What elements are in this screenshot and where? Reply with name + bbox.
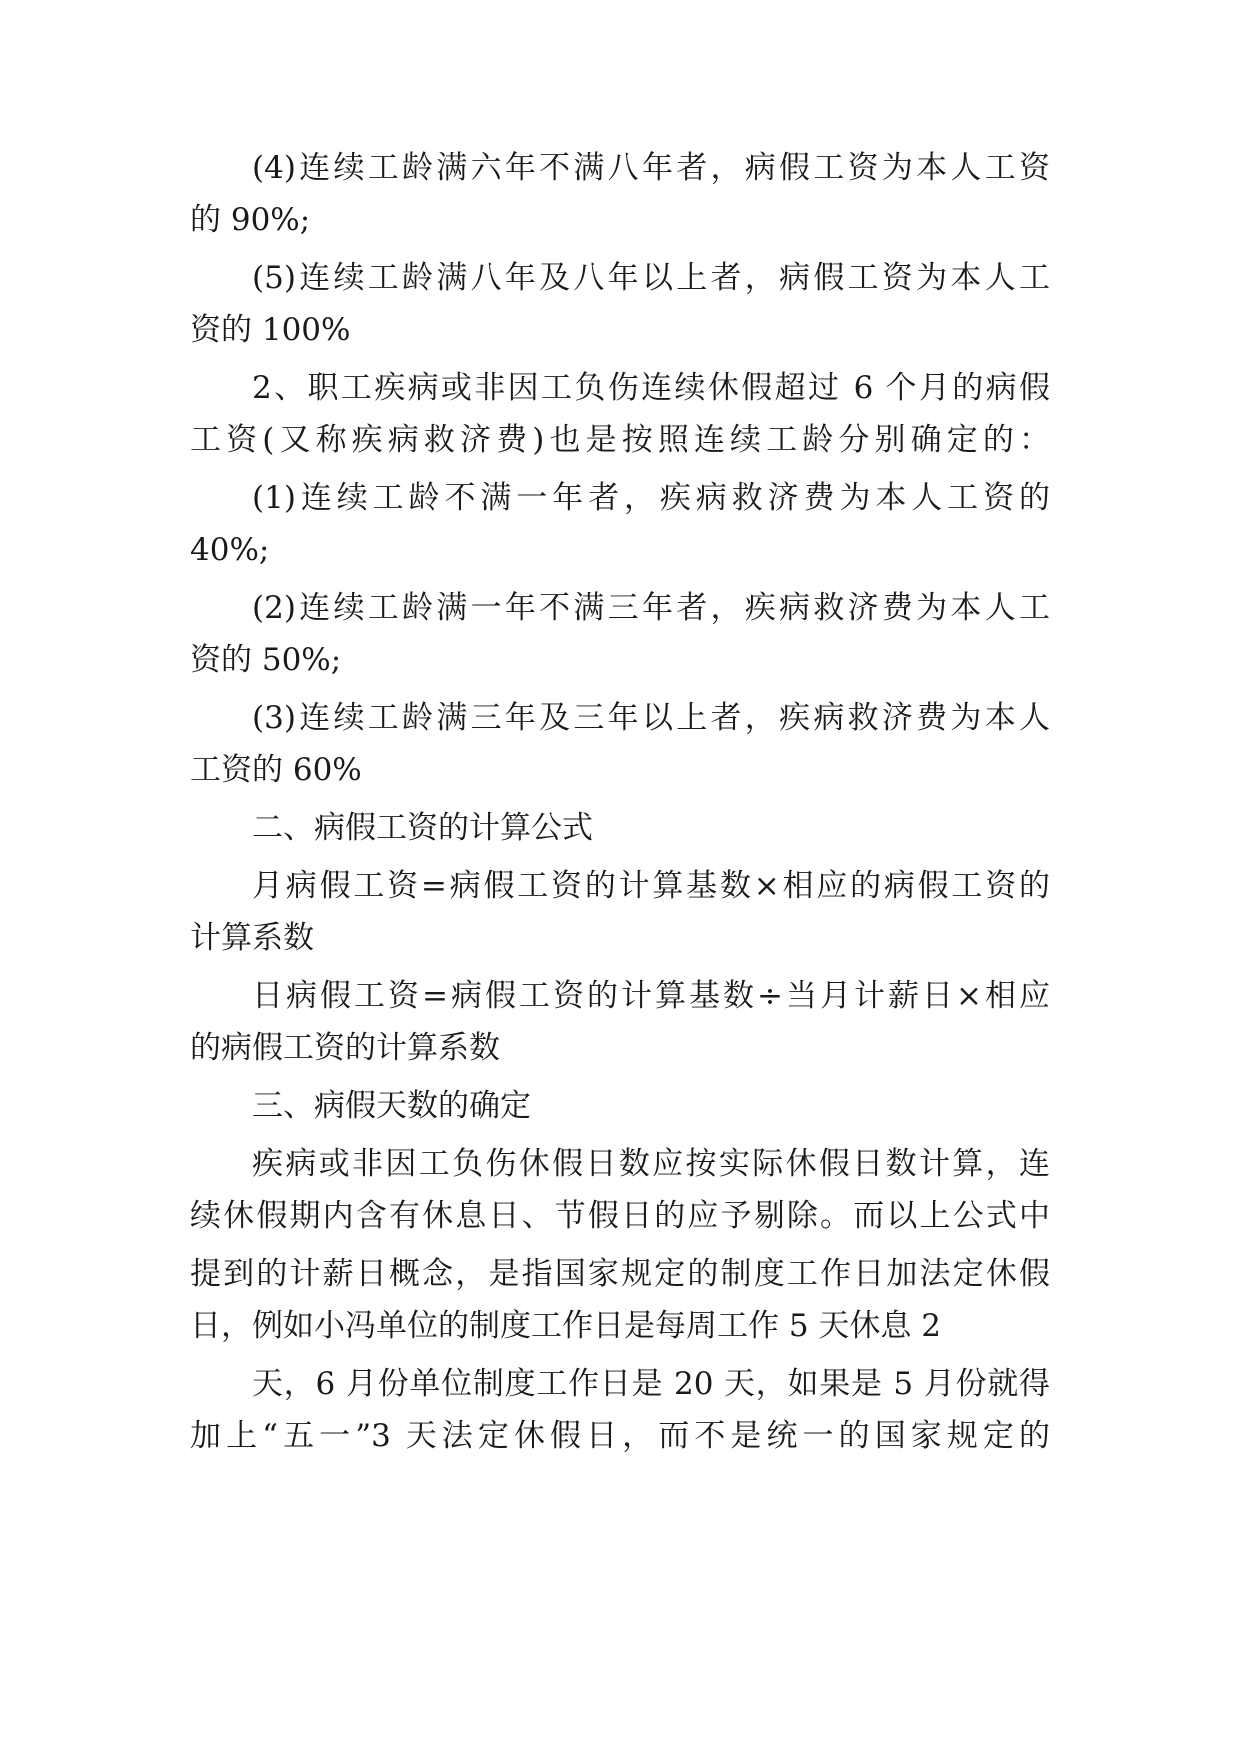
text-line: 加上“五一”3 天法定休假日，而不是统一的国家规定的: [190, 1418, 1050, 1454]
formula-line: 日病假工资=病假工资的计算基数÷当月计薪日×相应: [252, 978, 1050, 1014]
formula-line: 的病假工资的计算系数: [190, 1030, 500, 1066]
text-line: (2)连续工龄满一年不满三年者，疾病救济费为本人工: [252, 590, 1050, 626]
text-line: (1)连续工龄不满一年者，疾病救济费为本人工资的: [252, 480, 1050, 516]
text-line: (4)连续工龄满六年不满八年者，病假工资为本人工资: [252, 150, 1050, 186]
text-line: 资的 50%;: [190, 642, 342, 678]
section-heading: 二、病假工资的计算公式: [252, 810, 593, 846]
text-line: 工资(又称疾病救济费)也是按照连续工龄分别确定的：: [190, 422, 1050, 458]
formula-line: 月病假工资=病假工资的计算基数×相应的病假工资的: [252, 868, 1050, 904]
text-line: 提到的计薪日概念，是指国家规定的制度工作日加法定休假: [190, 1256, 1050, 1292]
text-line: 续休假期内含有休息日、节假日的应予剔除。而以上公式中: [190, 1198, 1050, 1234]
text-line: 资的 100%: [190, 312, 351, 348]
text-line: 2、职工疾病或非因工负伤连续休假超过 6 个月的病假: [252, 370, 1050, 406]
formula-line: 计算系数: [190, 920, 314, 956]
text-line: 40%;: [190, 532, 270, 568]
text-line: 日，例如小冯单位的制度工作日是每周工作 5 天休息 2: [190, 1308, 942, 1344]
section-heading: 三、病假天数的确定: [252, 1088, 531, 1124]
text-line: (3)连续工龄满三年及三年以上者，疾病救济费为本人: [252, 700, 1050, 736]
text-line: 工资的 60%: [190, 752, 362, 788]
text-line: (5)连续工龄满八年及八年以上者，病假工资为本人工: [252, 260, 1050, 296]
text-line: 天，6 月份单位制度工作日是 20 天，如果是 5 月份就得: [252, 1366, 1050, 1402]
text-line: 的 90%;: [190, 202, 311, 238]
text-line: 疾病或非因工负伤休假日数应按实际休假日数计算，连: [252, 1146, 1050, 1182]
